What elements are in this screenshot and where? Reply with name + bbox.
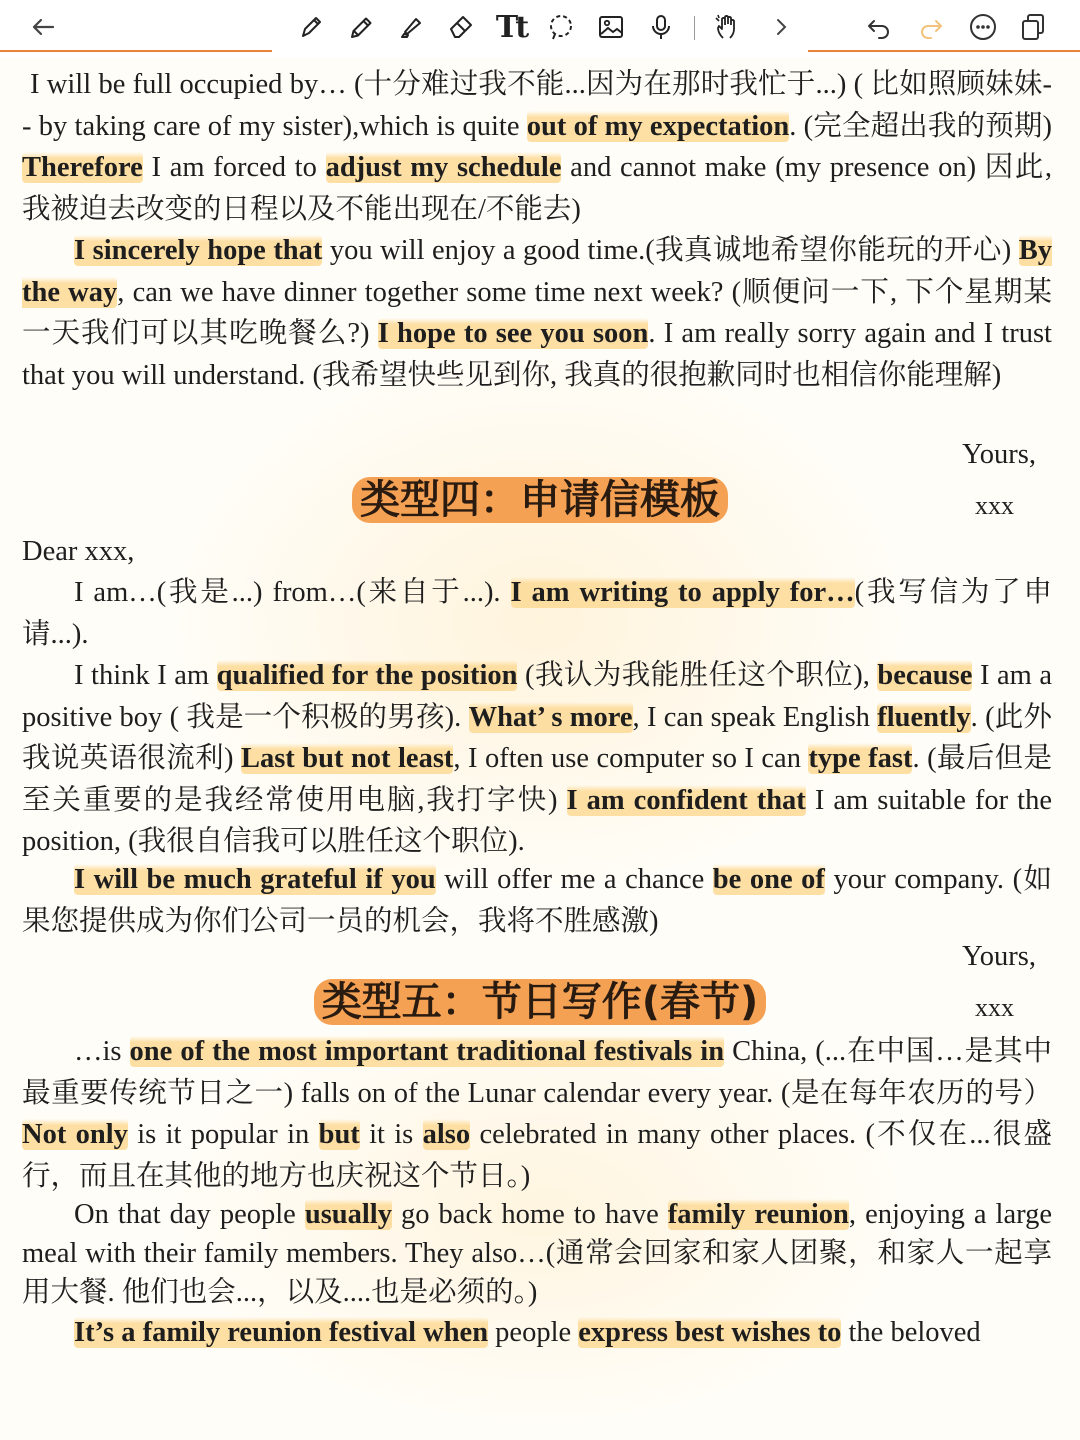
highlighted-phrase: usually	[304, 1199, 392, 1230]
undo-icon[interactable]	[860, 8, 898, 46]
text-run: go back home to have	[391, 1199, 668, 1230]
text-run: . I am really sorry again and I trust that you will understand. (我希望快些见到你, 我真的很抱歉同时也相信你能理解)	[22, 318, 1052, 391]
paragraph-intro	[22, 572, 1052, 655]
more-icon[interactable]	[964, 8, 1002, 46]
text-run: your company. (如果您提供成为你们公司一员的机会，我将不胜感激)	[22, 864, 1052, 937]
redo-icon[interactable]	[912, 8, 950, 46]
text-run: I think I am	[74, 660, 217, 691]
image-icon[interactable]	[592, 8, 630, 46]
text-run: …is	[74, 1036, 130, 1067]
eraser-icon[interactable]	[442, 8, 480, 46]
highlighted-phrase: I sincerely hope that	[74, 235, 323, 266]
chevron-right-icon[interactable]	[762, 8, 800, 46]
text-run: , enjoying a large meal with their family members. They also…(通常会回家和家人团聚，和家人一起享用大餐. 他们也会...，以及....也是必须的。)	[22, 1199, 1052, 1308]
pencil-icon[interactable]	[342, 8, 380, 46]
highlighted-phrase: What’ s more	[468, 701, 633, 733]
highlighted-phrase: Not only	[22, 1119, 128, 1150]
highlighted-phrase: Last but not least	[240, 743, 454, 774]
text-run: , can we have dinner together some time next week? (顺便问一下, 下个星期某一天我们可以其吃晚餐么?)	[22, 276, 1053, 349]
text-run: (我认为我能胜任这个职位),	[517, 660, 878, 691]
text-run: . (完全超出我的预期)	[789, 110, 1053, 142]
highlighted-phrase: because	[877, 660, 973, 691]
microphone-icon[interactable]	[642, 8, 680, 46]
text-run: I am…(我是...) from…(来自于...).	[74, 577, 511, 608]
text-run: celebrated in many other places. (不仅在...很盛行，而且在其他的地方也庆祝这个节日。)	[22, 1119, 1053, 1192]
text-run: I will be full occupied by… (十分难过我不能...因为在那时我忙于...) ( 比如照顾妹妹-- by taking care of my sister),which is quite	[22, 69, 1052, 142]
paragraph-festival-activities	[22, 1195, 1052, 1312]
highlighted-phrase: express best wishes to	[578, 1317, 842, 1348]
salutation: Dear xxx,	[22, 536, 135, 567]
text-run: you will enjoy a good time.(我真诚地希望你能玩的开心)	[322, 235, 1019, 266]
toolbar-divider	[694, 16, 695, 40]
highlighted-phrase: also	[422, 1119, 471, 1150]
document-page[interactable]	[0, 62, 1080, 1440]
pen-icon[interactable]	[292, 8, 330, 46]
text-run: I am a positive boy ( 我是一个积极的男孩).	[22, 660, 1053, 733]
highlighted-phrase: out of my expectation	[526, 110, 790, 142]
highlighted-phrase: I hope to see you soon	[377, 318, 649, 349]
toolbar-accent-line	[808, 50, 1080, 52]
text-run: , I can speak English	[632, 701, 878, 733]
highlighted-phrase: Therefore	[22, 152, 143, 183]
highlighted-phrase: qualified for the position	[216, 660, 518, 691]
pages-icon[interactable]	[1014, 8, 1052, 46]
paragraph-festival-intro	[22, 1031, 1052, 1197]
signature-placeholder: xxx	[975, 993, 1014, 1022]
paragraph-excuse	[22, 64, 1052, 230]
paragraph-closing	[22, 230, 1052, 396]
highlighted-phrase: type fast	[808, 743, 913, 774]
text-run: On that day people	[74, 1199, 305, 1230]
text-run: . (此外我说英语很流利)	[22, 701, 1052, 774]
text-run: and cannot make (my presence on) 因此, 我被迫去改变的日程以及不能出现在/不能去)	[22, 152, 1053, 225]
heading-text: 类型四：申请信模板	[352, 477, 728, 523]
text-run: people	[488, 1317, 579, 1348]
highlighted-phrase: one of the most important traditional festivals in	[129, 1036, 725, 1067]
highlighted-phrase: By the way	[22, 235, 1052, 308]
text-run: I am forced to	[142, 152, 326, 183]
text-run: is it popular in	[127, 1119, 319, 1150]
highlighted-phrase: family reunion	[667, 1199, 849, 1230]
toolbar-accent-line	[0, 50, 272, 52]
touch-icon[interactable]	[708, 8, 746, 46]
letter-sign-off: Yours,	[962, 941, 1036, 972]
highlighted-phrase: but	[318, 1119, 360, 1150]
highlighted-phrase: adjust my schedule	[325, 152, 562, 183]
text-run: (我写信为了申请...).	[22, 577, 1052, 650]
toolbar	[0, 0, 1080, 58]
text-run: will offer me a chance	[435, 864, 713, 895]
text-run: , I often use computer so I can	[453, 743, 809, 774]
paragraph-request	[22, 859, 1052, 942]
text-tool-icon[interactable]	[492, 8, 530, 46]
highlighted-phrase: I will be much grateful if you	[74, 864, 436, 895]
highlighted-phrase: fluently	[877, 701, 971, 733]
lasso-icon[interactable]	[542, 8, 580, 46]
text-run: . (最后但是至关重要的是我经常使用电脑,我打字快)	[22, 743, 1052, 816]
paragraph-qualification	[22, 655, 1052, 863]
text-run: China, (...在中国…是其中最重要传统节日之一) falls on of the Lunar calendar every year. (是在每年农历的号）	[22, 1036, 1052, 1109]
highlighted-phrase: I am confident that	[566, 784, 806, 816]
text-run: it is	[359, 1119, 423, 1150]
text-run: I am suitable for the position, (我很自信我可以胜任这个职位).	[22, 784, 1052, 857]
section-heading-application-letter	[0, 474, 1080, 526]
highlighted-phrase: It’s a family reunion festival when	[74, 1317, 489, 1348]
highlighter-icon[interactable]	[392, 8, 430, 46]
highlighted-phrase: I am writing to apply for…	[510, 577, 855, 608]
paragraph-festival-meaning	[22, 1312, 1052, 1354]
highlighted-phrase: be one of	[712, 864, 825, 895]
text-run: the beloved	[841, 1317, 981, 1348]
text-tool-label: Tt	[495, 9, 527, 45]
signature-placeholder: xxx	[975, 491, 1014, 520]
letter-sign-off: Yours,	[962, 439, 1036, 470]
section-heading-festival-writing	[0, 976, 1080, 1028]
heading-text: 类型五：节日写作(春节)	[314, 979, 767, 1025]
back-arrow-icon[interactable]	[24, 8, 62, 46]
